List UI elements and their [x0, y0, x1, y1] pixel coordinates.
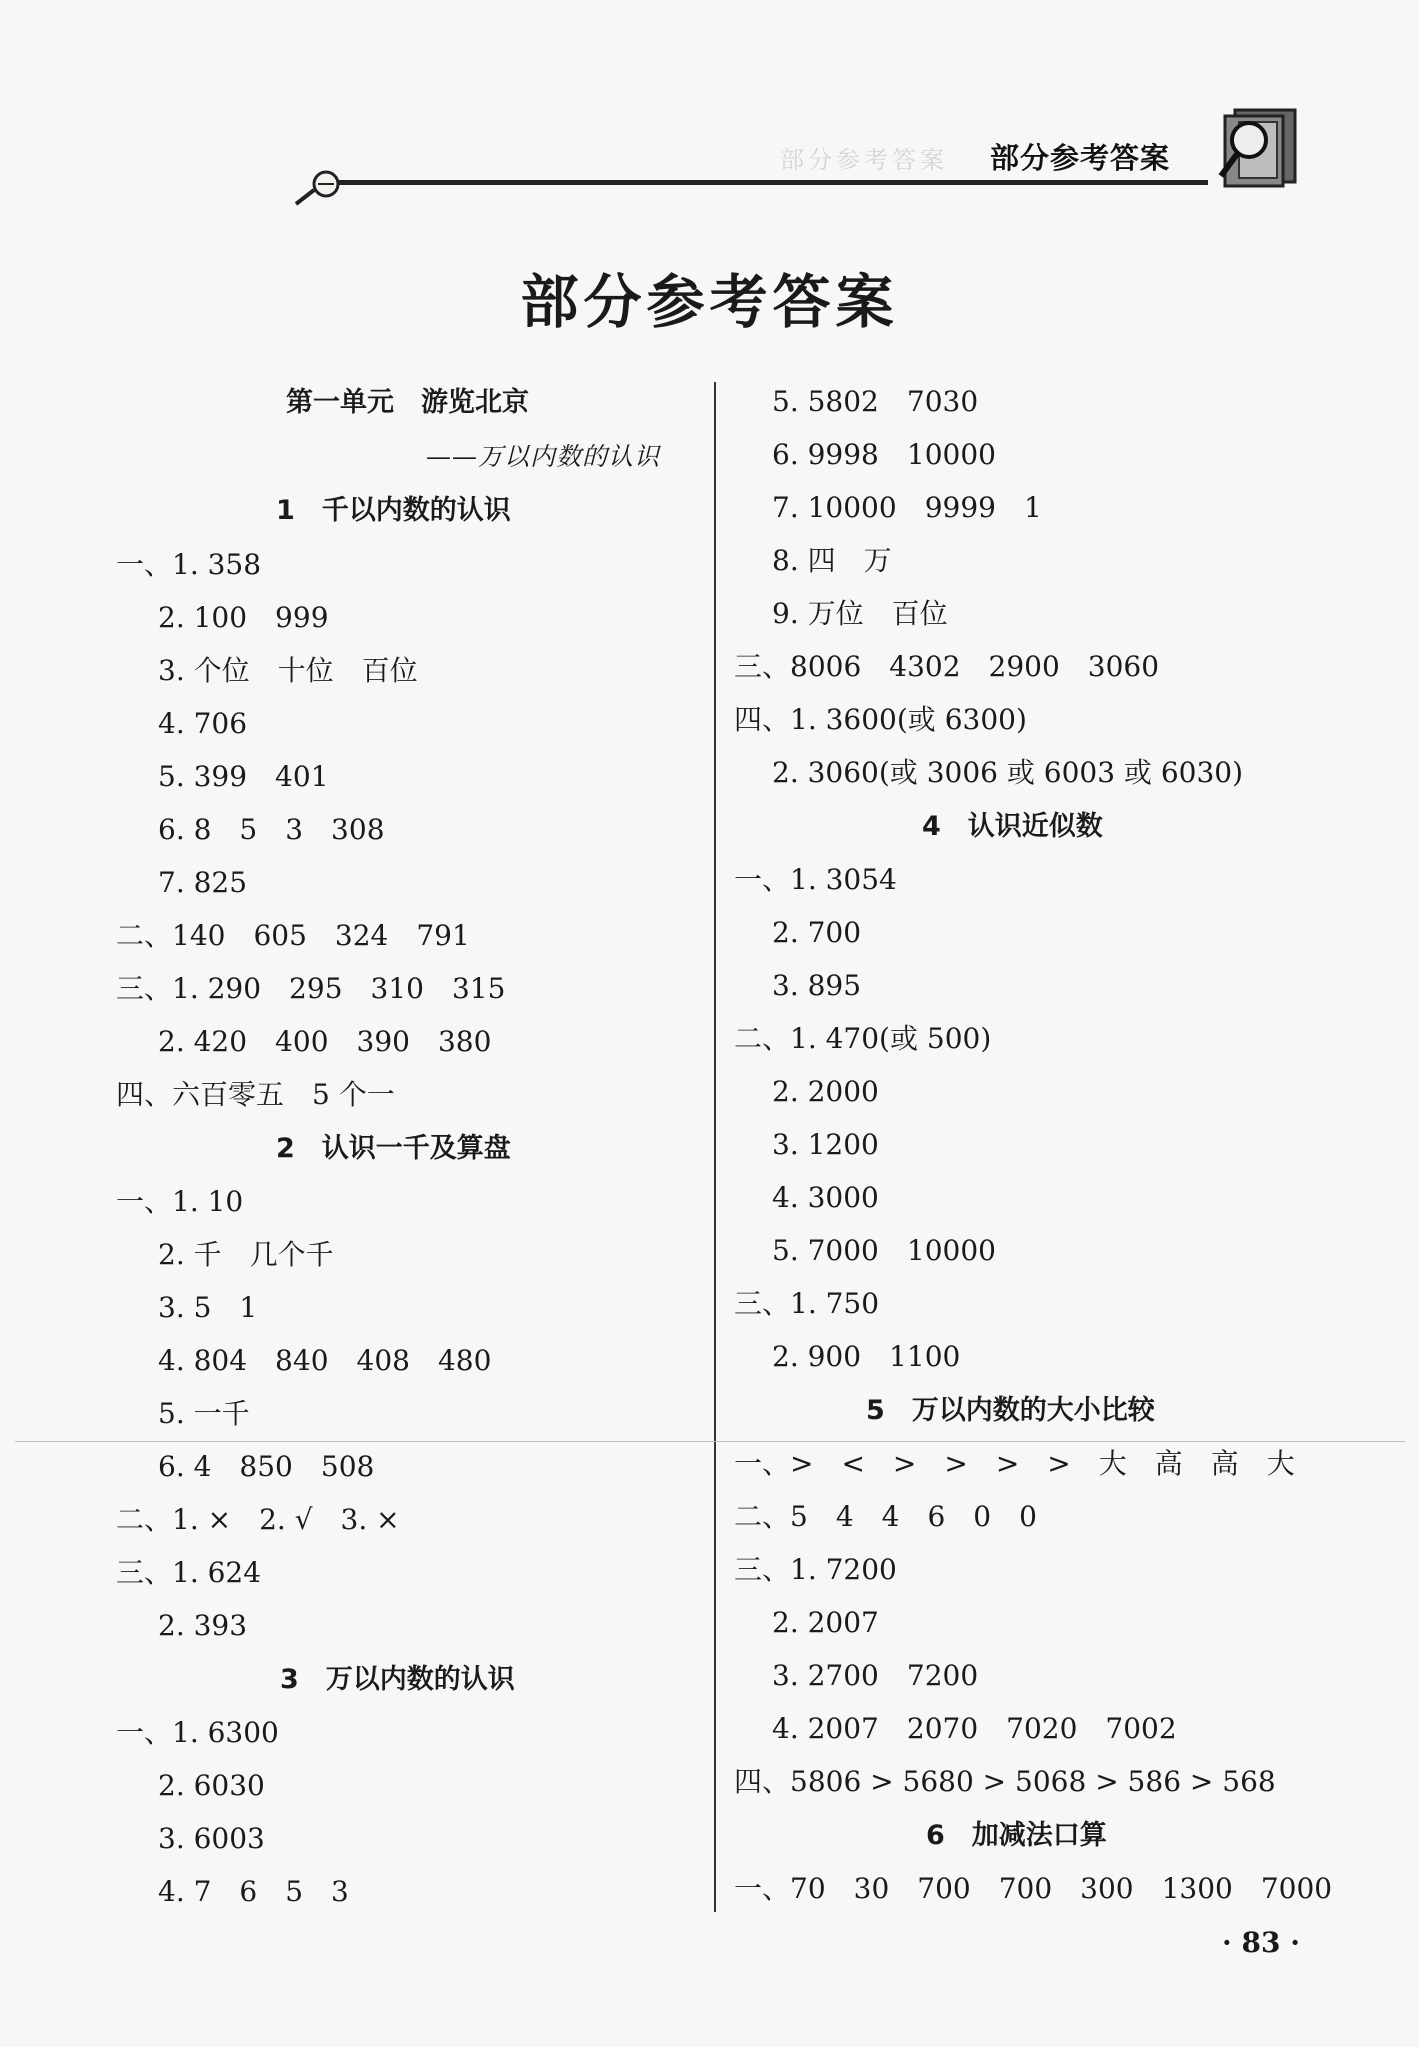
section-heading: 3 万以内数的认识 [280, 1664, 515, 1695]
answer-line: 三、1. 290 295 310 315 [116, 972, 506, 1005]
answer-line: 6. 4 850 508 [158, 1450, 375, 1483]
answer-line: 2. 3060(或 3006 或 6003 或 6030) [772, 756, 1243, 789]
answer-line: 三、1. 624 [116, 1556, 262, 1589]
answer-line: 一、70 30 700 700 300 1300 7000 [734, 1872, 1333, 1905]
answer-line: 2. 100 999 [158, 601, 329, 634]
answer-line: 四、六百零五 5 个一 [116, 1078, 395, 1111]
answer-line: 9. 万位 百位 [772, 597, 948, 630]
answer-line: 一、1. 10 [116, 1185, 244, 1218]
answer-line: 一、1. 358 [116, 548, 262, 581]
answer-line: 3. 895 [772, 969, 862, 1002]
answer-line: 5. 一千 [158, 1397, 250, 1430]
answer-line: 2. 千 几个千 [158, 1238, 334, 1271]
answer-line: 2. 6030 [158, 1769, 265, 1802]
answer-line: 2. 700 [772, 916, 862, 949]
answer-line: 四、5806 > 5680 > 5068 > 586 > 568 [734, 1765, 1276, 1798]
section-heading: 6 加减法口算 [926, 1820, 1107, 1851]
header-ghost-text: 部分参考答案 [780, 146, 948, 174]
header-rule [318, 180, 1208, 185]
answer-line: 三、8006 4302 2900 3060 [734, 650, 1160, 683]
answer-line: 5. 7000 10000 [772, 1234, 996, 1267]
answer-line: 3. 6003 [158, 1822, 265, 1855]
unit-heading: 第一单元 游览北京 [286, 387, 529, 418]
answer-line: 一、> < > > > > 大 高 高 大 [734, 1447, 1295, 1480]
answer-line: 4. 7 6 5 3 [158, 1875, 349, 1908]
answer-line: 2. 420 400 390 380 [158, 1025, 492, 1058]
answer-line: 一、1. 6300 [116, 1716, 279, 1749]
answer-line: 三、1. 750 [734, 1287, 880, 1320]
answer-line: 5. 5802 7030 [772, 385, 979, 418]
answer-line: 2. 393 [158, 1609, 248, 1642]
answer-line: 3. 1200 [772, 1128, 879, 1161]
answer-line: 四、1. 3600(或 6300) [734, 703, 1027, 736]
books-icon [1215, 100, 1305, 190]
answer-line: 4. 2007 2070 7020 7002 [772, 1712, 1177, 1745]
unit-subtitle: ——万以内数的认识 [426, 442, 661, 471]
answer-line: 4. 804 840 408 480 [158, 1344, 492, 1377]
answer-line: 三、1. 7200 [734, 1553, 897, 1586]
answer-line: 2. 2007 [772, 1606, 879, 1639]
answer-line: 6. 8 5 3 308 [158, 813, 385, 846]
answer-line: 7. 825 [158, 866, 248, 899]
answer-line: 3. 个位 十位 百位 [158, 654, 418, 687]
answer-line: 二、5 4 4 6 0 0 [734, 1500, 1037, 1533]
header-label: 部分参考答案 [990, 141, 1171, 175]
page-title: 部分参考答案 [520, 268, 899, 336]
section-heading: 1 千以内数的认识 [276, 495, 511, 526]
section-heading: 4 认识近似数 [922, 811, 1103, 842]
column-divider [714, 382, 716, 1912]
answer-line: 2. 900 1100 [772, 1340, 961, 1373]
answer-line: 7. 10000 9999 1 [772, 491, 1042, 524]
answer-line: 3. 2700 7200 [772, 1659, 979, 1692]
page-number: · 83 · [1222, 1926, 1300, 1959]
answer-line: 3. 5 1 [158, 1291, 258, 1324]
answer-line: 二、1. × 2. √ 3. × [116, 1503, 400, 1536]
section-heading: 2 认识一千及算盘 [276, 1133, 511, 1164]
answer-line: 二、140 605 324 791 [116, 919, 470, 952]
answer-line: 二、1. 470(或 500) [734, 1022, 992, 1055]
answer-line: 5. 399 401 [158, 760, 329, 793]
answer-line: 4. 3000 [772, 1181, 879, 1214]
answer-line: 8. 四 万 [772, 544, 892, 577]
fold-line [15, 1441, 1405, 1442]
answer-line: 2. 2000 [772, 1075, 879, 1108]
magnifier-icon [292, 168, 352, 208]
answer-line: 4. 706 [158, 707, 248, 740]
section-heading: 5 万以内数的大小比较 [866, 1395, 1155, 1426]
answer-line: 一、1. 3054 [734, 863, 897, 896]
answer-line: 6. 9998 10000 [772, 438, 996, 471]
